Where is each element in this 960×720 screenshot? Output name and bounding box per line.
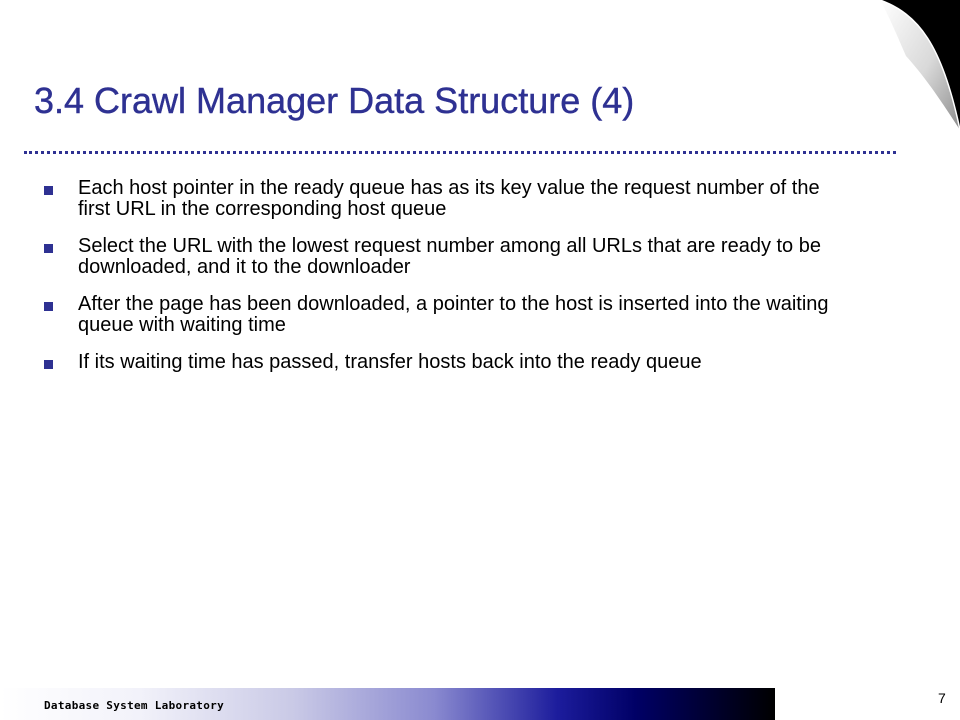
bullet-item — [44, 294, 844, 336]
square-bullet-icon — [44, 360, 53, 369]
bullet-list — [44, 178, 844, 389]
page-number: 7 — [938, 690, 946, 706]
page-curl-icon — [820, 0, 960, 140]
footer-lab-name: Database System Laboratory — [44, 699, 224, 712]
bullet-item — [44, 178, 844, 220]
title-divider — [24, 151, 896, 154]
bullet-text: If its waiting time has passed, transfer hosts back into the ready queue — [78, 351, 702, 373]
square-bullet-icon — [44, 302, 53, 311]
slide-title: 3.4 Crawl Manager Data Structure (4) — [34, 80, 635, 121]
bullet-text: Select the URL with the lowest request number among all URLs that are ready to be downloaded, and it to the downloader — [78, 235, 821, 278]
bullet-text: After the page has been downloaded, a pointer to the host is inserted into the waiting queue with waiting time — [78, 293, 829, 336]
square-bullet-icon — [44, 186, 53, 195]
bullet-item — [44, 236, 844, 278]
bullet-item — [44, 352, 844, 373]
bullet-text: Each host pointer in the ready queue has as its key value the request number of the first URL in the corresponding host queue — [78, 177, 820, 220]
square-bullet-icon — [44, 244, 53, 253]
